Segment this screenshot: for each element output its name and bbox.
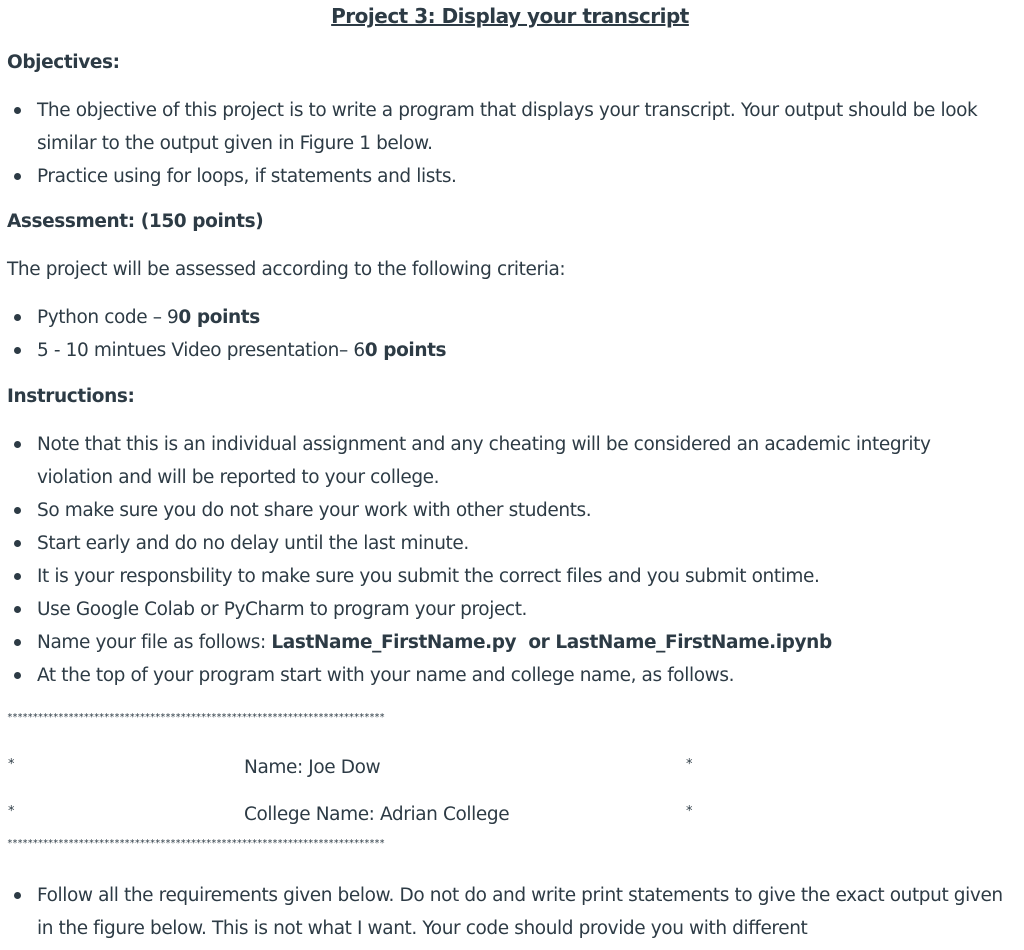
instructions-list <box>0 428 1010 692</box>
list-item <box>0 626 1010 659</box>
list-item: So make sure you do not share your work with other students. <box>0 494 1010 527</box>
header-college-line: College Name: Adrian College <box>244 804 510 825</box>
header-edge-right: * <box>686 757 693 772</box>
list-item: At the top of your program start with your name and college name, as follows. <box>0 659 1010 692</box>
header-border-bottom: ************************************************************************** <box>7 838 385 849</box>
criterion-points: 0 points <box>178 307 260 328</box>
list-item: Practice using for loops, if statements and lists. <box>0 160 1010 193</box>
filename-or: or <box>516 632 556 653</box>
assessment-heading: Assessment: (150 points) <box>7 211 264 232</box>
objectives-list <box>0 94 1010 193</box>
instructions-heading: Instructions: <box>7 386 135 407</box>
filename-ipynb: LastName_FirstName.ipynb <box>555 632 832 653</box>
list-item: Note that this is an individual assignment and any cheating will be considered an academic integrity violation and will be reported to your college. <box>0 428 1010 494</box>
page-title: Project 3: Display your transcript <box>331 4 689 28</box>
header-edge-right: * <box>686 804 693 819</box>
list-item: Follow all the requirements given below. Do not do and write print statements to give the exact output given in the figure below. This is not what I want. Your code should provide you with different <box>0 879 1010 945</box>
list-item: Start early and do no delay until the last minute. <box>0 527 1010 560</box>
assessment-intro: The project will be assessed according to the following criteria: <box>7 259 566 280</box>
assessment-list <box>0 301 1010 367</box>
list-item: It is your responsbility to make sure you submit the correct files and you submit ontime. <box>0 560 1010 593</box>
header-border-top: ************************************************************************** <box>7 712 385 723</box>
list-item: The objective of this project is to write a program that displays your transcript. Your output should be look similar to the output given in Figure 1 below. <box>0 94 1010 160</box>
header-edge-left: * <box>8 804 15 819</box>
criterion-points: 0 points <box>364 340 447 361</box>
list-item <box>0 334 1010 367</box>
header-name-line: Name: Joe Dow <box>244 757 381 778</box>
objectives-heading: Objectives: <box>7 52 120 73</box>
header-edge-left: * <box>8 757 15 772</box>
requirements-list <box>0 879 1010 945</box>
list-item: Use Google Colab or PyCharm to program your project. <box>0 593 1010 626</box>
criterion-label: Python code – 9 <box>37 307 179 328</box>
list-item <box>0 301 1010 334</box>
filename-label: Name your file as follows: <box>37 632 272 653</box>
filename-py: LastName_FirstName.py <box>271 632 517 653</box>
criterion-label: 5 - 10 mintues Video presentation– 6 <box>37 340 365 361</box>
